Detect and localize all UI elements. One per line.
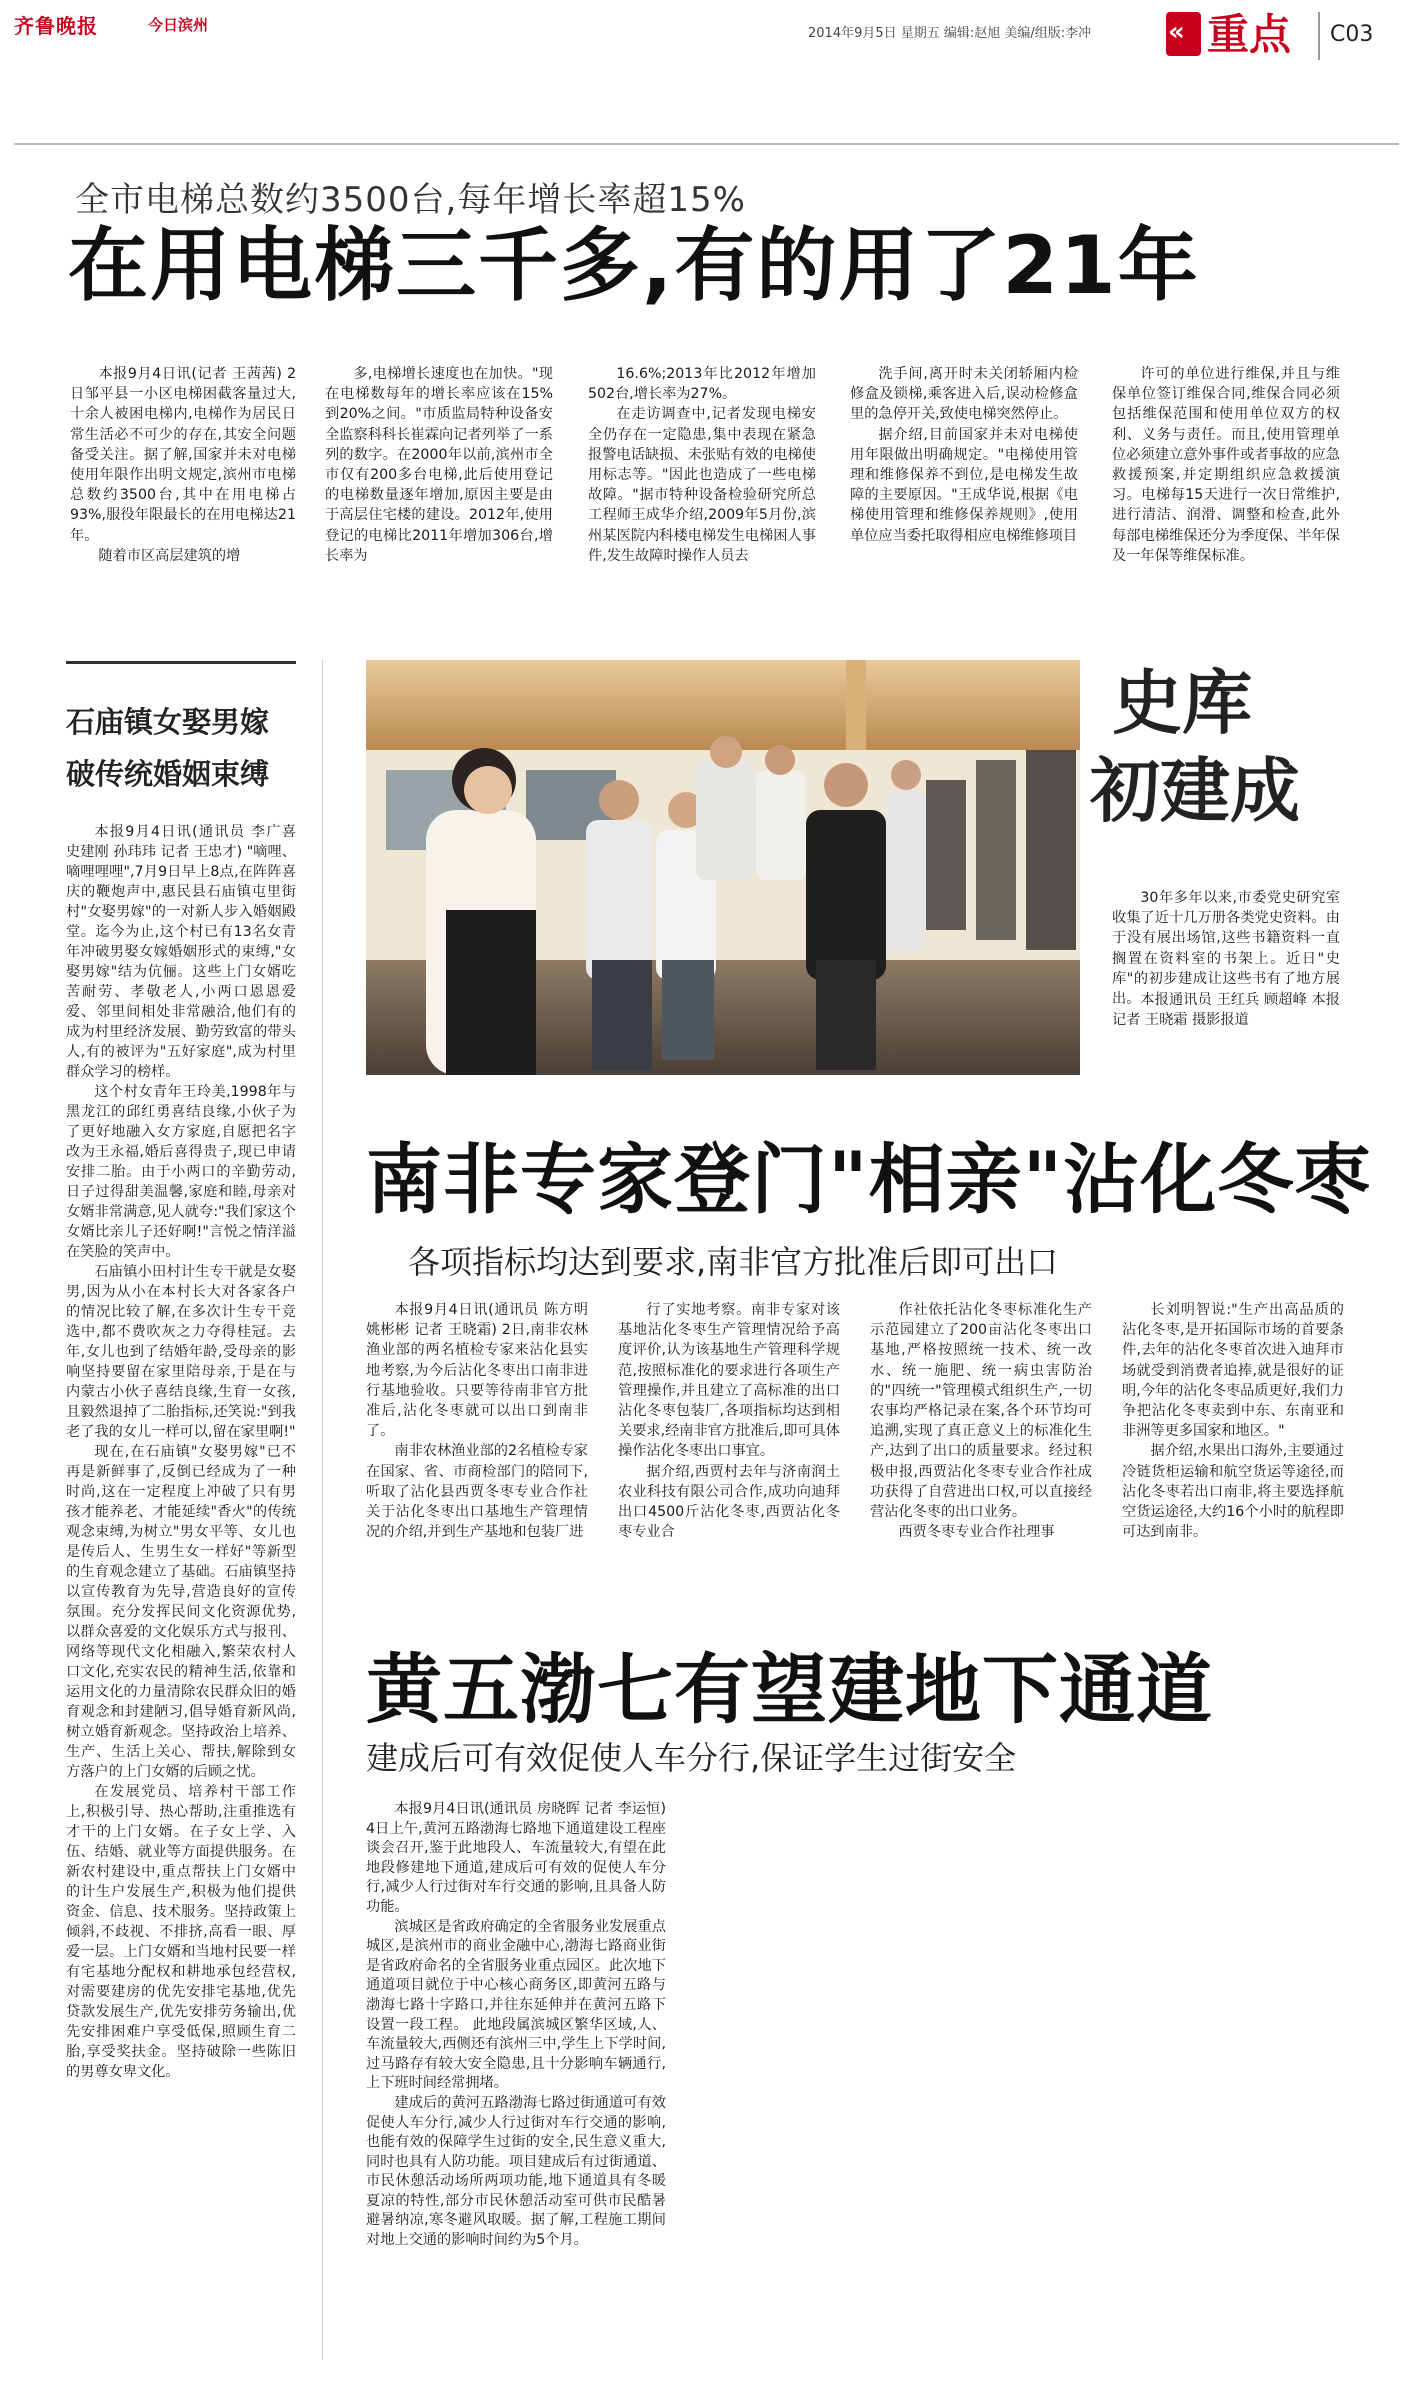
sidebar-body: 本报9月4日讯(通讯员 李广喜 史建刚 孙玮玮 记者 王忠才) "嘀哩、嘀哩哩哩",7月9日早上8点,在阵阵喜庆的鞭炮声中,惠民县石庙镇屯里街村"女娶男嫁"的一对新人步入婚姻殿堂。迄今为止,这个村已有13名女青年冲破男娶女嫁婚姻形式的束缚,"女娶男嫁"结为伉俪。这些上门女婿吃苦耐劳、孝敬老人,小两口恩恩爱爱、邻里间相处非常融洽,他们有的成为村里经济发展、勤劳致富的带头人,有的被评为"五好家庭",成为村里群众学习的榜样。 这个村女青年王玲美,1998年与黑龙江的邱红勇喜结良缘,小伙子为了更好地融入女方家庭,自愿把名字改为王永福,婚后喜得贵子,现已申请安排二胎。由于小两口的辛勤劳动,日子过得甜美温馨,家庭和睦,母亲对女婿非常满意,见人就夸:"我们家这个女婿比亲儿子还好啊!"言悦之情洋溢在笑脸的笑声中。 石庙镇小田村计生专干就是女娶男,因为从小在本村长大对各家各户的情况比较了解,在多次计生专干竞选中,都不费吹灰之力夺得桂冠。去年,女儿也到了结婚年龄,受母亲的影响坚持要留在家里陪母亲,于是在与内蒙古小伙子喜结良缘,生育一女孩,且毅然退掉了二胎指标,还笑说:"到我老了我的女儿一样可以,留在家里啊!" 现在,在石庙镇"女娶男嫁"已不再是新鲜事了,反倒已经成为了一种时尚,这在一定程度上冲破了只有男孩才能养老、才能延续"香火"的传统观念束缚,为树立"男女平等、女儿也是传后人、生男生女一样好"等新型的生育观念建立了基础。石庙镇坚持以宣传教育为先导,营造良好的宣传氛围。充分发挥民间文化资源优势,以群众喜爱的文化娱乐方式与报刊、网络等现代文化相融入,繁荣农村人口文化,充实农民的精神生活,依靠和运用文化的力量清除农民群众旧的婚育观念和封建陋习,倡导婚育新风尚,树立婚育新观念。坚持政治上培养、生产、生活上关心、帮扶,解除到女方落户的上门女婿的后顾之忧。 在发展党员、培养村干部工作上,积极引导、热心帮助,注重推选有才干的上门女婿。在子女上学、入伍、结婚、就业等方面提供服务。在新农村建设中,重点帮扶上门女婿中的计生户发展生产,积极为他们提供资金、信息、技术服务。坚持政策上倾斜,不歧视、不排挤,高看一眼、厚爱一层。上门女婿和当地村民要一样有宅基地分配权和耕地承包经营权,对需要建房的优先安排宅基地,优先贷款发展生产,优先安排劳务输出,优先安排困难户享受低保,照顾生育二胎,享受奖扶金。坚持破除一些陈旧的男尊女卑文化。 [66, 824, 296, 2080]
paragraph: 现在,在石庙镇"女娶男嫁"已不再是新鲜事了,反倒已经成为了一种时尚,这在一定程度上冲破了只有男孩才能养老、才能延续"香火"的传统观念束缚,为树立"男女平等、女儿也是传后人、生男生女一样好"等新型的生育观念建立了基础。石庙镇坚持以宣传教育为先导,营造良好的宣传氛围。充分发挥民间文化资源优势,以群众喜爱的文化娱乐方式与报刊、网络等现代文化相融入,繁荣农村人口文化,充实农民的精神生活,依靠和运用文化的力量清除农民群众旧的婚育观念和封建陋习,倡导婚育新风尚,树立婚育新观念。坚持政治上培养、生产、生活上关心、帮扶,解除到女方落户的上门女婿的后顾之忧。 [66, 1444, 296, 1780]
story1-headline: 在用电梯三千多,有的用了21年 [68, 219, 1200, 312]
story1-column-5: 许可的单位进行维保,并且与维保单位签订维保合同,维保合同必须包括维保范围和使用单位双方的权利、义务与责任。而且,使用管理单位必须建立意外事件或者事故的应急救援预案,并定期组织应急救援演习。电梯每15天进行一次日常维护,进行清洁、润滑、调整和检查,此外每部电梯维保还分为季度保、半年保及一年保等维保标准。 [1112, 366, 1340, 564]
story2-subheadline: 各项指标均达到要求,南非官方批准后即可出口 [408, 1243, 1059, 1281]
masthead-section: 今日滨州 [148, 16, 209, 34]
story2-column-1: 本报9月4日讯(通讯员 陈方明 姚彬彬 记者 王晓霜) 2日,南非农林渔业部的两名植检专家来沾化县实地考察,为今后沾化冬枣出口南非进行基地验收。只要等待南非官方批准后,沾化冬枣就可以出口到南非了。 南非农林渔业部的2名植检专家在国家、省、市商检部门的陪同下,听取了沾化县西贾冬枣专业合作社关于沾化冬枣出口基地生产管理情况的介绍,并到生产基地和包装厂进 [366, 1300, 588, 1592]
sidebar-rule [66, 661, 296, 664]
sidebar-headline-2: 破传统婚姻束缚 [66, 757, 270, 791]
paragraph: 随着市区高层建筑的增 [98, 547, 241, 564]
paragraph: 这个村女青年王玲美,1998年与黑龙江的邱红勇喜结良缘,小伙子为了更好地融入女方家庭,自愿把名字改为王永福,婚后喜得贵子,现已申请安排二胎。由于小两口的辛勤劳动,日子过得甜美温馨,家庭和睦,母亲对女婿非常满意,见人就夸:"我们家这个女婿比亲儿子还好啊!"言悦之情洋溢在笑脸的笑声中。 [66, 1084, 296, 1260]
paragraph: 在发展党员、培养村干部工作上,积极引导、热心帮助,注重推选有才干的上门女婿。在子女上学、入伍、结婚、就业等方面提供服务。在新农村建设中,重点帮扶上门女婿中的计生户发展生产,积极为他们提供资金、信息、技术服务。坚持政策上倾斜,不歧视、不排挤,高看一眼、厚爱一层。上门女婿和当地村民要一样有宅基地分配权和耕地承包经营权,对需要建房的优先安排宅基地,优先贷款发展生产,优先安排劳务输出,优先安排困难户享受低保,照顾生育二胎,享受奖扶金。坚持破除一些陈旧的男尊女卑文化。 [66, 1784, 296, 2080]
story1-column-4: 洗手间,离开时未关闭轿厢内检修盒及锁梯,乘客进入后,误动检修盒里的急停开关,致使电梯突然停止。 据介绍,目前国家并未对电梯使用年限做出明确规定。"电梯使用管理和维修保养不到位,是电梯发生故障的主要原因。"王成华说,根据《电梯使用管理和维修保养规则》,使用单位应当委托取得相应电梯维修项目 [850, 364, 1078, 600]
story3-subheadline: 建成后可有效促使人车分行,保证学生过街安全 [366, 1739, 1017, 1777]
exhibition-photo [366, 660, 1080, 1075]
paragraph: 滨城区是省政府确定的全省服务业发展重点城区,是滨州市的商业金融中心,渤海七路商业街是省政府命名的全省服务业重点园区。此次地下通道项目就位于中心核心商务区,即黄河五路与渤海七路十字路口,并往东延伸并在黄河五路下设置一段工程。 此地段属滨城区繁华区域,人、车流量较大,西侧还有滨州三中,学生上下学时间,过马路存有较大安全隐患,且十分影响车辆通行,上下班时间经常拥堵。 [366, 1918, 666, 2092]
section-tag: 重点 [1207, 10, 1292, 59]
paragraph: 据介绍,目前国家并未对电梯使用年限做出明确规定。"电梯使用管理和维修保养不到位,是电梯发生故障的主要原因。"王成华说,根据《电梯使用管理和维修保养规则》,使用单位应当委托取得相应电梯维修项目 [850, 426, 1078, 544]
paragraph: 石庙镇小田村计生专干就是女娶男,因为从小在本村长大对各家各户的情况比较了解,在多次计生专干竞选中,都不费吹灰之力夺得桂冠。去年,女儿也到了结婚年龄,受母亲的影响坚持要留在家里陪母亲,于是在与内蒙古小伙子喜结良缘,生育一女孩,且毅然退掉了二胎指标,还笑说:"到我老了我的女儿一样可以,留在家里啊!" [66, 1264, 296, 1440]
story2-column-3: 作社依托沾化冬枣标准化生产示范园建立了200亩沾化冬枣出口基地,严格按照统一技术、统一改水、统一施肥、统一病虫害防治的"四统一"管理模式组织生产,一切农事均严格记录在案,各个环节均可追溯,实现了真正意义上的标准化生产,达到了出口的质量要求。经过积极申报,西贾沾化冬枣专业合作社成功获得了自营进出口权,可以直接经营沾化冬枣的出口业务。 西贾冬枣专业合作社理事 [870, 1300, 1092, 1592]
photo-caption: 30年多年以来,市委党史研究室收集了近十几万册各类党史资料。由于没有展出场馆,这些书籍资料一直搁置在资料室的书架上。近日"史库"的初步建成让这些书有了地方展出。 [1112, 890, 1340, 1008]
masthead-brand: 齐鲁晚报 [14, 14, 98, 38]
paragraph: 据介绍,西贾村去年与济南润土农业科技有限公司合作,成功向迪拜出口4500斤沾化冬枣,西贾沾化冬枣专业合 [618, 1463, 840, 1541]
column-divider [322, 660, 323, 2360]
sidebar-headline-1: 石庙镇女娶男嫁 [66, 705, 270, 739]
divider [1318, 12, 1320, 60]
paragraph: 据介绍,水果出口海外,主要通过冷链货柜运输和航空货运等途径,而沾化冬枣若出口南非,将主要选择航空货运途径,大约16个小时的航程即可达到南非。 [1122, 1443, 1344, 1541]
paragraph: 南非农林渔业部的2名植检专家在国家、省、市商检部门的陪同下,听取了沾化县西贾冬枣专业合作社关于沾化冬枣出口基地生产管理情况的介绍,并到生产基地和包装厂进 [366, 1443, 588, 1541]
page-number: C03 [1330, 22, 1374, 47]
story3-body: 本报9月4日讯(通讯员 房晓晖 记者 李运恒) 4日上午,黄河五路渤海七路地下通道建设工程座谈会召开,鉴于此地段人、车流量较大,有望在此地段修建地下通道,建成后可有效的促使人车分行,减少人行过街对车行交通的影响,且具备人防功能。 滨城区是省政府确定的全省服务业发展重点城区,是滨州市的商业金融中心,渤海七路商业街是省政府命名的全省服务业重点园区。此次地下通道项目就位于中心核心商务区,即黄河五路与渤海七路十字路口,并往东延伸并在黄河五路下设置一段工程。 此地段属滨城区繁华区域,人、车流量较大,西侧还有滨州三中,学生上下学时间,过马路存有较大安全隐患,且十分影响车辆通行,上下班时间经常拥堵。 建成后的黄河五路渤海七路过街通道可有效促使人车分行,减少人行过街对车行交通的影响,也能有效的保障学生过街的安全,民生意义重大,同时也具有人防功能。项目建成后有过街通道、市民休憩活动场所两项功能,地下通道具有冬暖夏凉的特性,部分市民休憩活动室可供市民酷暑避暑纳凉,寒冬避风取暖。据了解,工程施工期间对地上交通的影响时间约为5个月。 [366, 1800, 666, 2360]
masthead-meta: 2014年9月5日 星期五 编辑:赵旭 美编/组版:李冲 [808, 26, 1092, 41]
top-rule [14, 143, 1399, 145]
story1-column-1: 本报9月4日讯(记者 王茜茜) 2日邹平县一小区电梯困截客量过大,十余人被困电梯内,电梯作为居民日常生活必不可少的存在,其安全问题备受关注。据了解,国家并未对电梯使用年限作出明文规定,滨州市电梯总数约3500台,其中在用电梯占93%,服役年限最长的在用电梯达21年。 随着市区高层建筑的增 [70, 364, 296, 600]
paragraph: 建成后的黄河五路渤海七路过街通道可有效促使人车分行,减少人行过街对车行交通的影响,也能有效的保障学生过街的安全,民生意义重大,同时也具有人防功能。项目建成后有过街通道、市民休憩活动场所两项功能,地下通道具有冬暖夏凉的特性,部分市民休憩活动室可供市民酷暑避暑纳凉,寒冬避风取暖。据了解,工程施工期间对地上交通的影响时间约为5个月。 [366, 2094, 666, 2249]
photo-credit: 本报通讯员 王红兵 顾超峰 本报记者 王晓霜 摄影报道 [1112, 992, 1340, 1029]
story3-headline: 黄五渤七有望建地下通道 [366, 1645, 1213, 1734]
paragraph: 在走访调查中,记者发现电梯安全仍存在一定隐患,集中表现在紧急报警电话缺损、未张贴有效的电梯使用标志等。"因此也造成了一些电梯故障。"据市特种设备检验研究所总工程师王成华介绍,2009年5月份,滨州某医院内科楼电梯发生电梯困人事件,发生故障时操作人员去 [588, 406, 816, 564]
story1-column-3: 16.6%;2013年比2012年增加502台,增长率为27%。 在走访调查中,记者发现电梯安全仍存在一定隐患,集中表现在紧急报警电话缺损、未张贴有效的电梯使用标志等。"因此也造成了一些电梯故障。"据市特种设备检验研究所总工程师王成华介绍,2009年5月份,滨州某医院内科楼电梯发生电梯困人事件,发生故障时操作人员去 [588, 364, 816, 600]
story1-kicker: 全市电梯总数约3500台,每年增长率超15% [75, 180, 746, 220]
photo-headline-1: 史库 [1112, 662, 1252, 744]
story1-column-2: 多,电梯增长速度也在加快。"现在电梯数每年的增长率应该在15%到20%之间。"市质监局特种设备安全监察科科长崔霖向记者列举了一系列的数字。在2000年以前,滨州市全市仅有200多台电梯,此后使用登记的电梯数量逐年增加,原因主要是由于高层住宅楼的建设。2012年,使用登记的电梯比2011年增加306台,增长率为 [325, 366, 553, 564]
photo-headline-2: 初建成 [1090, 750, 1300, 832]
story2-headline: 南非专家登门"相亲"沾化冬枣 [366, 1135, 1372, 1224]
story2-column-2: 行了实地考察。南非专家对该基地沾化冬枣生产管理情况给予高度评价,认为该基地生产管理科学规范,按照标准化的要求进行各项生产管理操作,并且建立了高标准的出口沾化冬枣包装厂,各项指标均达到相关要求,经南非官方批准后,即可具体操作沾化冬枣出口事宜。 据介绍,西贾村去年与济南润土农业科技有限公司合作,成功向迪拜出口4500斤沾化冬枣,西贾沾化冬枣专业合 [618, 1300, 840, 1592]
double-chevron-left-icon: « [1168, 17, 1185, 47]
story2-column-4: 长刘明智说:"生产出高品质的沾化冬枣,是开拓国际市场的首要条件,去年的沾化冬枣首次进入迪拜市场就受到消费者追捧,就是很好的证明,今年的沾化冬枣品质更好,我们力争把沾化冬枣卖到中东、东南亚和非洲等更多国家和地区。" 据介绍,水果出口海外,主要通过冷链货柜运输和航空货运等途径,而沾化冬枣若出口南非,将主要选择航空货运途径,大约16个小时的航程即可达到南非。 [1122, 1300, 1344, 1592]
paragraph: 西贾冬枣专业合作社理事 [898, 1524, 1055, 1541]
